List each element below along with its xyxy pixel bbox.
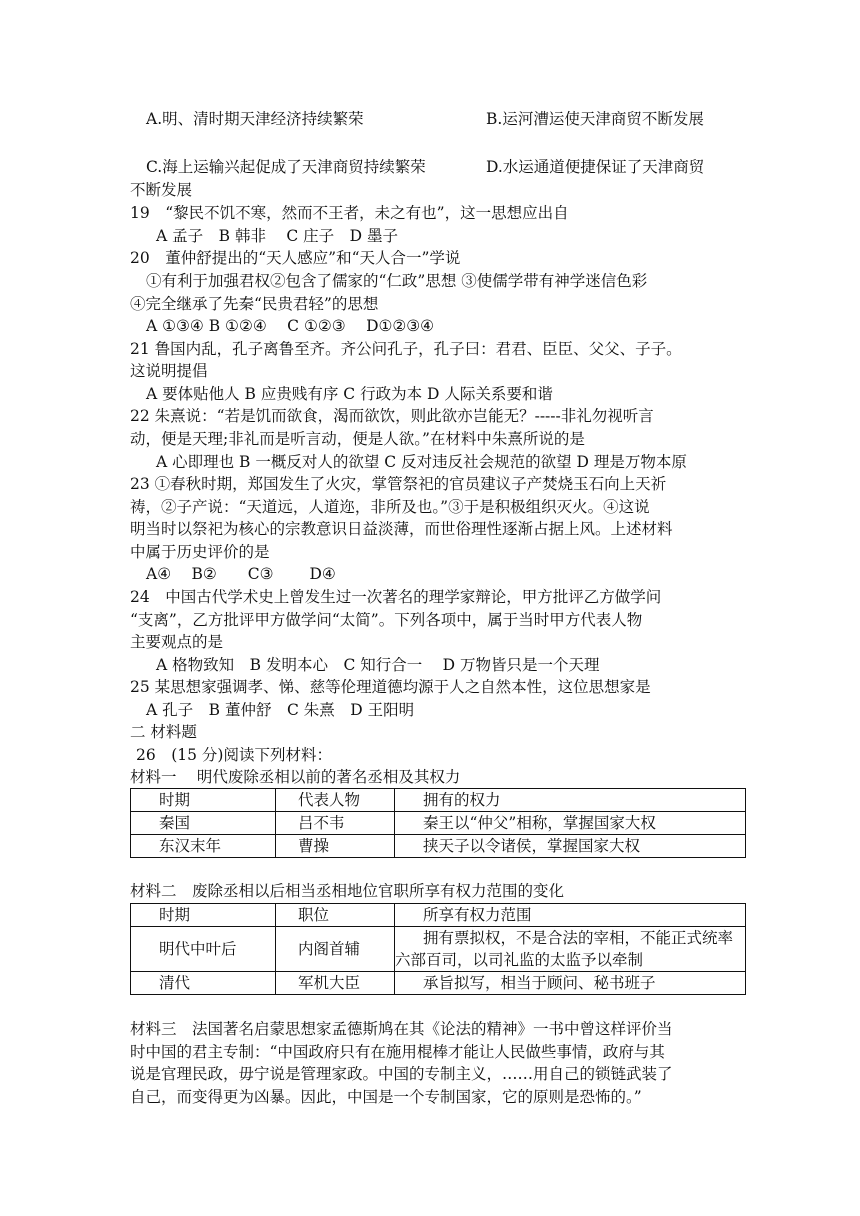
material-1-title: 材料一 明代废除丞相以前的著名丞相及其权力 [130, 768, 461, 786]
table-header-row [131, 904, 746, 927]
material-2-table [130, 903, 746, 995]
q18-option-b: B.运河漕运使天津商贸不断发展 [486, 110, 704, 128]
material-3-line3: 说是官理民政，毋宁说是管理家政。中国的专制主义，……用自己的锁链武装了 [130, 1065, 673, 1083]
table-cell: 秦国 [131, 812, 276, 835]
q21-options: A 要体贴他人 B 应贵贱有序 C 行政为本 D 人际关系要和谐 [146, 385, 553, 403]
q22-stem-line2: 动，便是天理;非礼而是听言动，便是人欲。”在材料中朱熹所说的是 [130, 430, 585, 448]
q20-options: A ①③④ B ①②④ C ①②③ D①②③④ [146, 317, 435, 335]
section-heading: 二 材料题 [130, 723, 197, 741]
table-cell: 曹操 [276, 835, 395, 858]
q23-options: A④ B② C③ D④ [146, 565, 336, 583]
q23-line1: 23 ①春秋时期，郑国发生了火灾，掌管祭祀的官员建议子产焚烧玉石向上天祈 [130, 475, 667, 493]
q24-line3: 主要观点的是 [130, 633, 224, 651]
table-header-cell: 代表人物 [276, 789, 395, 812]
q19-stem: 19 “黎民不饥不寒，然而不王者，未之有也”，这一思想应出自 [130, 204, 569, 222]
q22-stem-line1: 22 朱熹说：“若是饥而欲食，渴而欲饮，则此欲亦岂能无？-----非礼勿视听言 [130, 407, 654, 425]
q24-options: A 格物致知 B 发明本心 C 知行合一 D 万物皆只是一个天理 [156, 656, 600, 674]
q23-line3: 明当时以祭祀为核心的宗教意识日益淡薄，而世俗理性逐渐占据上风。上述材料 [130, 520, 673, 538]
q21-stem-line1: 21 鲁国内乱，孔子离鲁至齐。齐公问孔子，孔子曰：君君、臣臣、父父、子子。 [130, 340, 682, 358]
table-cell-line: 六部百司，以司礼监的太监予以牵制 [395, 951, 644, 969]
q18-option-c: C.海上运输兴起促成了天津商贸持续繁荣 [146, 158, 426, 176]
q21-stem-line2: 这说明提倡 [130, 362, 208, 380]
table-row [131, 972, 746, 995]
table-cell: 挟天子以令诸侯，掌握国家大权 [395, 835, 746, 858]
q20-item-line1: ①有利于加强君权②包含了儒家的“仁政”思想 ③使儒学带有神学迷信色彩 [146, 272, 648, 290]
table-cell: 内阁首辅 [276, 927, 395, 972]
table-header-cell: 所享有权力范围 [395, 904, 746, 927]
table-cell: 军机大臣 [276, 972, 395, 995]
q20-stem: 20 董仲舒提出的“天人感应”和“天人合一”学说 [130, 249, 461, 267]
table-cell-multiline [395, 927, 746, 972]
table-row [131, 835, 746, 858]
material-1-table [130, 788, 746, 858]
q22-options: A 心即理也 B 一概反对人的欲望 C 反对违反社会规范的欲望 D 理是万物本原 [156, 453, 687, 471]
table-row [131, 812, 746, 835]
q23-line2: 祷，②子产说：“天道远，人道迩，非所及也。”③于是积极组织灭火。④这说 [130, 498, 650, 516]
table-header-cell: 拥有的权力 [395, 789, 746, 812]
q25-stem: 25 某思想家强调孝、悌、慈等伦理道德均源于人之自然本性，这位思想家是 [130, 678, 651, 696]
material-3-line4: 自己，而变得更为凶暴。因此，中国是一个专制国家，它的原则是恐怖的。” [130, 1088, 642, 1106]
material-3-line2: 时中国的君主专制：“中国政府只有在施用棍棒才能让人民做些事情，政府与其 [130, 1043, 665, 1061]
table-header-cell: 职位 [276, 904, 395, 927]
q24-line1: 24 中国古代学术史上曾发生过一次著名的理学家辩论，甲方批评乙方做学问 [130, 588, 662, 606]
table-cell: 吕不韦 [276, 812, 395, 835]
q18-option-d: D.水运通道便捷保证了天津商贸 [486, 158, 705, 176]
table-cell: 清代 [131, 972, 276, 995]
table-cell-line: 拥有票拟权，不是合法的宰相，不能正式统率 [423, 929, 734, 947]
table-cell: 秦王以“仲父”相称，掌握国家大权 [395, 812, 746, 835]
q18-option-a: A.明、清时期天津经济持续繁荣 [146, 110, 364, 128]
table-header-cell: 时期 [131, 904, 276, 927]
material-3-line1: 材料三 法国著名启蒙思想家孟德斯鸠在其《论法的精神》一书中曾这样评价当 [130, 1020, 673, 1038]
q24-line2: “支离”，乙方批评甲方做学问“太简”。下列各项中，属于当时甲方代表人物 [130, 611, 643, 629]
q26-stem: 26 (15 分)阅读下列材料： [136, 746, 332, 764]
table-row [131, 927, 746, 972]
table-header-row [131, 789, 746, 812]
q19-options: A 孟子 B 韩非 C 庄子 D 墨子 [156, 227, 399, 245]
table-cell: 东汉末年 [131, 835, 276, 858]
table-header-cell: 时期 [131, 789, 276, 812]
q18-option-d-cont: 不断发展 [130, 181, 193, 199]
q23-line4: 中属于历史评价的是 [130, 543, 270, 561]
table-cell: 承旨拟写，相当于顾问、秘书班子 [395, 972, 746, 995]
material-2-title: 材料二 废除丞相以后相当丞相地位官职所享有权力范围的变化 [130, 882, 565, 900]
q25-options: A 孔子 B 董仲舒 C 朱熹 D 王阳明 [146, 701, 415, 719]
table-cell: 明代中叶后 [131, 927, 276, 972]
q20-item-line2: ④完全继承了先秦“民贵君轻”的思想 [130, 295, 379, 313]
